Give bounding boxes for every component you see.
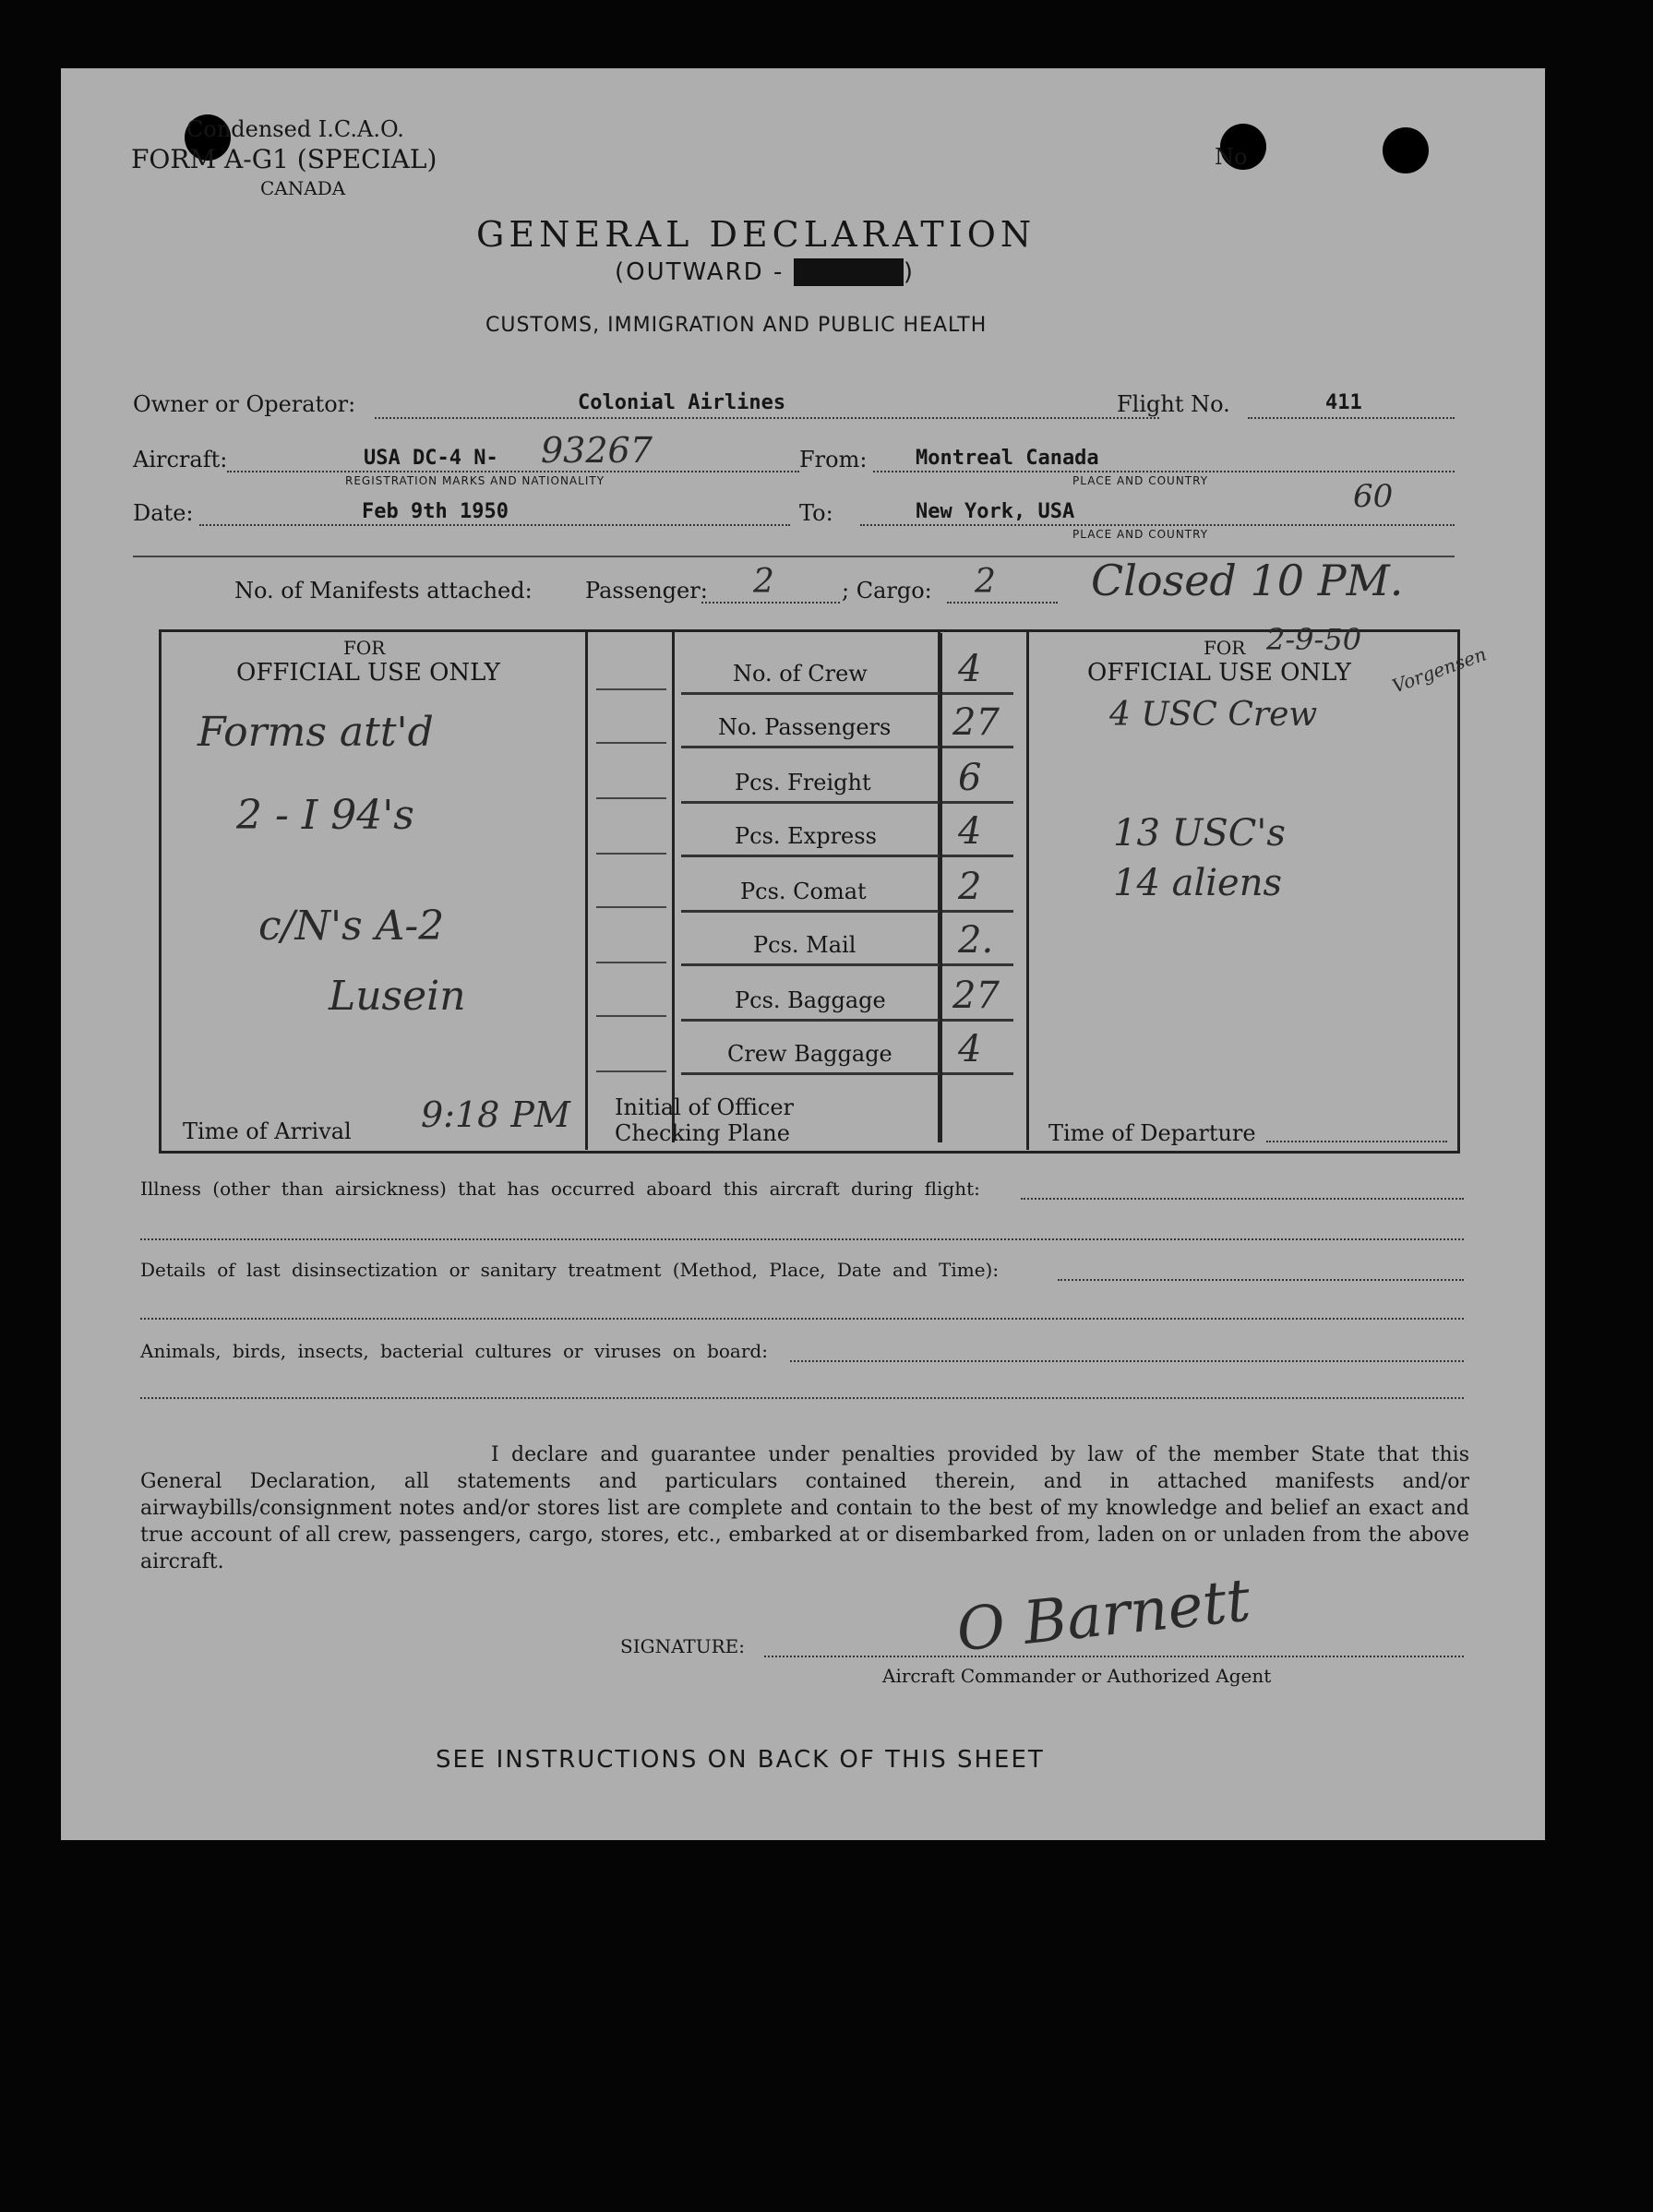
- from-line: [873, 471, 1455, 472]
- from-label: From:: [799, 447, 868, 472]
- initial-officer-label-1: Initial of Officer: [615, 1094, 795, 1120]
- cargo-line: [947, 602, 1058, 604]
- row-value-baggage: 27: [952, 974, 1000, 1017]
- row-label-comat: Pcs. Comat: [740, 879, 867, 904]
- table-divider-4: [1026, 629, 1029, 1150]
- time-departure-line: [1266, 1141, 1447, 1142]
- signature: O Barnett: [953, 1566, 1254, 1666]
- dash-row-4: [596, 853, 666, 855]
- right-note-3: 14 aliens: [1113, 862, 1283, 904]
- row-line-3: [681, 801, 1013, 804]
- disinsect-answer-line-2: [140, 1318, 1464, 1320]
- form-header-line3: CANADA: [260, 177, 346, 199]
- row-label-freight: Pcs. Freight: [735, 770, 871, 795]
- owner-label: Owner or Operator:: [133, 391, 356, 417]
- time-arrival-value: 9:18 PM: [421, 1094, 570, 1135]
- right-note-1: 4 USC Crew: [1109, 696, 1318, 734]
- cargo-value: 2: [975, 563, 996, 601]
- row-line-4: [681, 855, 1013, 857]
- initial-officer-label-2: Checking Plane: [615, 1120, 790, 1146]
- right-date-note: 2-9-50: [1266, 622, 1362, 657]
- to-label: To:: [799, 500, 833, 526]
- punch-hole-right-2: [1383, 127, 1429, 173]
- disinsect-question: Details of last disinsectization or sanitary treatment (Method, Place, Date and Time):: [140, 1259, 1000, 1281]
- form-subtitle: [615, 258, 915, 286]
- aircraft-line: [227, 471, 799, 472]
- left-official-heading-2: OFFICIAL USE ONLY: [236, 659, 500, 687]
- animals-answer-line-2: [140, 1397, 1464, 1399]
- row-line-8: [681, 1072, 1013, 1075]
- dash-row-1: [596, 688, 666, 690]
- illness-answer-line-2: [140, 1238, 1464, 1240]
- animals-question: Animals, birds, insects, bacterial cultures or viruses on board:: [140, 1340, 768, 1362]
- date-value: Feb 9th 1950: [362, 500, 509, 523]
- date-line: [199, 524, 790, 526]
- signature-label: SIGNATURE:: [620, 1635, 746, 1657]
- form-header-line1: Condensed I.C.A.O.: [186, 116, 404, 142]
- dash-row-2: [596, 742, 666, 744]
- form-title: GENERAL DECLARATION: [476, 214, 1036, 255]
- table-divider-1: [585, 629, 588, 1150]
- registration-caption: REGISTRATION MARKS AND NATIONALITY: [345, 474, 605, 487]
- signature-line: [764, 1656, 1464, 1657]
- right-official-heading-2: OFFICIAL USE ONLY: [1087, 659, 1351, 687]
- closed-note: Closed 10 PM.: [1091, 556, 1404, 605]
- aircraft-label: Aircraft:: [133, 447, 228, 472]
- time-departure-label: Time of Departure: [1048, 1120, 1256, 1146]
- flight-line: [1248, 417, 1455, 419]
- passenger-value: 2: [753, 563, 774, 601]
- from-place-caption: PLACE AND COUNTRY: [1072, 474, 1209, 487]
- left-note-4: Lusein: [329, 973, 466, 1020]
- cargo-label: ; Cargo:: [842, 578, 932, 604]
- flight-value: 411: [1325, 391, 1362, 414]
- row-value-crew: 4: [958, 648, 982, 690]
- passenger-label: Passenger:: [585, 578, 708, 604]
- declaration-text: I declare and guarantee under penalties provided by law of the member State that this General Declaration, all statements and particulars contained therein, and in attached manifests and/or airwaybills/consignment notes and/or stores list are complete and contain to the best of my knowledge and belief an exact and true account of all crew, passengers, cargo, stores, etc., embarked at or disembarked from, laden on or unladen from the above aircraft.: [140, 1443, 1469, 1573]
- row-line-2: [681, 746, 1013, 748]
- to-note: 60: [1353, 478, 1394, 515]
- flight-label: Flight No.: [1117, 391, 1230, 417]
- aircraft-handwritten: 93267: [541, 430, 653, 471]
- row-value-mail: 2.: [958, 919, 994, 962]
- signer-caption: Aircraft Commander or Authorized Agent: [882, 1665, 1272, 1687]
- right-side-note: Vorgensen: [1389, 642, 1490, 698]
- aircraft-value: USA DC-4 N-: [364, 447, 498, 470]
- left-official-heading-1: FOR: [343, 637, 386, 659]
- row-label-crew: No. of Crew: [733, 661, 868, 687]
- illness-question: Illness (other than airsickness) that has occurred aboard this aircraft during flight:: [140, 1178, 980, 1200]
- row-label-express: Pcs. Express: [735, 823, 877, 849]
- dash-row-6: [596, 962, 666, 963]
- from-value: Montreal Canada: [916, 447, 1099, 470]
- instructions-footer: SEE INSTRUCTIONS ON BACK OF THIS SHEET: [436, 1746, 1045, 1774]
- row-value-comat: 2: [958, 866, 982, 908]
- animals-answer-line: [790, 1360, 1464, 1362]
- dash-row-5: [596, 906, 666, 908]
- value-column-left: [940, 633, 942, 1142]
- form-header-line2: FORM A-G1 (SPECIAL): [131, 144, 437, 174]
- row-label-baggage: Pcs. Baggage: [735, 987, 886, 1013]
- owner-value: Colonial Airlines: [578, 391, 786, 414]
- illness-answer-line: [1021, 1198, 1464, 1200]
- manifests-label: No. of Manifests attached:: [234, 578, 533, 604]
- dash-row-3: [596, 797, 666, 799]
- form-sheet: [61, 68, 1545, 1840]
- passenger-line: [701, 602, 840, 604]
- owner-line: [375, 417, 1159, 419]
- row-value-crew-baggage: 4: [958, 1028, 982, 1070]
- right-note-2: 13 USC's: [1113, 812, 1286, 855]
- subtitle-inward-struck: INWARD: [793, 258, 904, 286]
- row-label-mail: Pcs. Mail: [753, 932, 856, 958]
- to-place-caption: PLACE AND COUNTRY: [1072, 528, 1209, 541]
- to-value: New York, USA: [916, 500, 1075, 523]
- date-label: Date:: [133, 500, 194, 526]
- to-line: [860, 524, 1455, 526]
- left-note-2: 2 - I 94's: [236, 792, 414, 839]
- row-line-1: [681, 692, 1013, 695]
- form-number-label: No: [1215, 144, 1248, 170]
- row-value-freight: 6: [958, 757, 982, 799]
- row-line-6: [681, 963, 1013, 966]
- right-official-heading-1: FOR: [1204, 637, 1246, 659]
- row-line-5: [681, 910, 1013, 913]
- row-value-passengers: 27: [952, 701, 1000, 744]
- table-divider-2: [672, 629, 675, 1142]
- row-value-express: 4: [958, 810, 982, 853]
- dash-row-8: [596, 1070, 666, 1072]
- row-line-7: [681, 1019, 1013, 1022]
- time-arrival-label: Time of Arrival: [183, 1118, 352, 1144]
- form-subheading: CUSTOMS, IMMIGRATION AND PUBLIC HEALTH: [485, 314, 988, 337]
- row-label-passengers: No. Passengers: [718, 714, 892, 740]
- disinsect-answer-line: [1058, 1279, 1464, 1281]
- subtitle-outward: (OUTWARD -: [615, 258, 794, 286]
- row-label-crew-baggage: Crew Baggage: [727, 1041, 892, 1067]
- left-note-1: Forms att'd: [198, 709, 434, 756]
- subtitle-close: ): [903, 258, 916, 286]
- left-note-3: c/N's A-2: [258, 903, 445, 950]
- dash-row-7: [596, 1015, 666, 1017]
